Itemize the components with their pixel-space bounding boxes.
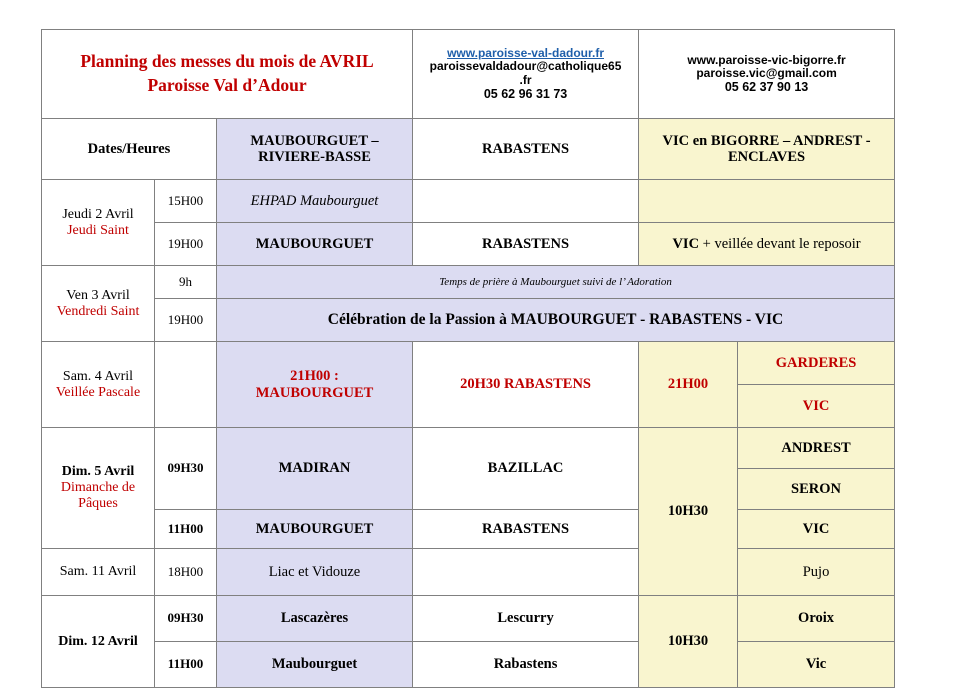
table-row: [42, 342, 895, 385]
mass-cell-rabastens: RABASTENS: [413, 223, 639, 266]
mass-cell-rabastens: Rabastens: [413, 642, 639, 688]
mass-cell-vic: [639, 180, 895, 223]
val-dadour-website-link[interactable]: www.paroisse-val-dadour.fr: [447, 45, 604, 60]
vic-bigorre-email[interactable]: paroisse.vic@gmail.com: [696, 66, 837, 80]
contact-vic-bigorre: [639, 30, 895, 119]
time-cell: 19H00: [155, 223, 217, 266]
date-main: Ven 3 Avril: [66, 287, 130, 303]
date-main: Sam. 11 Avril: [59, 564, 137, 580]
mass-cell-maubourguet: EHPAD Maubourguet: [217, 180, 413, 223]
mass-cell-vic: Pujo: [738, 549, 895, 596]
announcement-prayer: Temps de prière à Maubourguet suivi de l’ Adoration: [217, 266, 895, 299]
header-row: [42, 30, 895, 119]
mass-cell-maubourguet: MAUBOURGUET: [217, 223, 413, 266]
date-subtitle: Jeudi Saint: [67, 222, 129, 238]
time-cell: 9h: [155, 266, 217, 299]
mass-cell-maubourguet: MADIRAN: [217, 428, 413, 510]
date-main: Jeudi 2 Avril: [62, 206, 134, 222]
val-dadour-phone: 05 62 96 31 73: [483, 87, 568, 102]
column-header-dates: Dates/Heures: [42, 119, 217, 180]
mass-cell-vic: [639, 223, 895, 266]
mass-cell-maubourguet: Lascazères: [217, 596, 413, 642]
vigil-time-maubourguet: 21H00 :: [290, 368, 339, 385]
mass-time-vic: 21H00: [639, 342, 738, 428]
document-title-cell: [42, 30, 413, 119]
vic-place-label: VIC: [672, 235, 700, 252]
mass-place-vic: VIC: [738, 510, 895, 549]
mass-cell-rabastens: [413, 549, 639, 596]
table-row: [42, 596, 895, 642]
mass-time-vic: 10H30: [639, 596, 738, 688]
table-row: [42, 266, 895, 299]
time-cell: 09H30: [155, 596, 217, 642]
title-line-2: Paroisse Val d’Adour: [147, 75, 307, 95]
contact-val-dadour: [413, 30, 639, 119]
mass-place-vic: ANDREST: [738, 428, 895, 469]
date-cell-sam-4-avril: [42, 342, 155, 428]
time-cell: 09H30: [155, 428, 217, 510]
val-dadour-email[interactable]: paroissevaldadour@catholique65: [429, 59, 622, 74]
time-cell: 11H00: [155, 510, 217, 549]
mass-place-vic: Oroix: [738, 596, 895, 642]
date-subtitle: Vendredi Saint: [56, 303, 140, 319]
time-cell-empty: [155, 342, 217, 428]
date-cell-dim-5-avril: [42, 428, 155, 549]
column-header-rabastens: RABASTENS: [413, 119, 639, 180]
table-row: [42, 428, 895, 469]
date-cell-dim-12-avril: [42, 596, 155, 688]
time-cell: 18H00: [155, 549, 217, 596]
vic-note: + veillée devant le reposoir: [699, 235, 861, 252]
vic-bigorre-phone: 05 62 37 90 13: [724, 80, 809, 95]
mass-cell-rabastens: RABASTENS: [413, 510, 639, 549]
date-main: Sam. 4 Avril: [62, 368, 134, 384]
announcement-passion: Célébration de la Passion à MAUBOURGUET - RABASTENS - VIC: [217, 299, 895, 342]
date-main: Dim. 5 Avril: [61, 464, 135, 480]
mass-schedule-table: [41, 29, 895, 688]
date-subtitle: Dimanche de Pâques: [60, 480, 136, 511]
table-row: [42, 223, 895, 266]
date-cell-sam-11-avril: [42, 549, 155, 596]
mass-cell-rabastens: [413, 180, 639, 223]
mass-cell-rabastens: Lescurry: [413, 596, 639, 642]
mass-place-vic: SERON: [738, 469, 895, 510]
mass-place-vic: Vic: [738, 642, 895, 688]
table-row: [42, 180, 895, 223]
column-header-row: [42, 119, 895, 180]
vigil-place-maubourguet: MAUBOURGUET: [255, 384, 374, 401]
mass-cell-rabastens: 20H30 RABASTENS: [413, 342, 639, 428]
date-main: Dim. 12 Avril: [58, 633, 138, 649]
date-cell-ven-3-avril: [42, 266, 155, 342]
time-cell: 11H00: [155, 642, 217, 688]
column-header-maubourguet: MAUBOURGUET – RIVIERE-BASSE: [217, 119, 413, 180]
mass-time-vic: 10H30: [639, 428, 738, 596]
column-header-vic: VIC en BIGORRE – ANDREST - ENCLAVES: [639, 119, 895, 180]
mass-cell-maubourguet: Liac et Vidouze: [217, 549, 413, 596]
table-row: [42, 299, 895, 342]
mass-cell-maubourguet: Maubourguet: [217, 642, 413, 688]
title-line-1: Planning des messes du mois de AVRIL: [80, 51, 374, 72]
date-subtitle: Veillée Pascale: [55, 384, 141, 400]
mass-cell-rabastens: BAZILLAC: [413, 428, 639, 510]
time-cell: 19H00: [155, 299, 217, 342]
date-cell-jeudi-2-avril: [42, 180, 155, 266]
table-row: [42, 549, 895, 596]
val-dadour-email-cont: .fr: [519, 72, 532, 87]
mass-cell-maubourguet: MAUBOURGUET: [217, 510, 413, 549]
time-cell: 15H00: [155, 180, 217, 223]
mass-place-vic: GARDERES: [738, 342, 895, 385]
vic-bigorre-website[interactable]: www.paroisse-vic-bigorre.fr: [687, 52, 846, 67]
table-row: [42, 642, 895, 688]
mass-cell-maubourguet: [217, 342, 413, 428]
table-row: [42, 510, 895, 549]
mass-place-vic: VIC: [738, 385, 895, 428]
